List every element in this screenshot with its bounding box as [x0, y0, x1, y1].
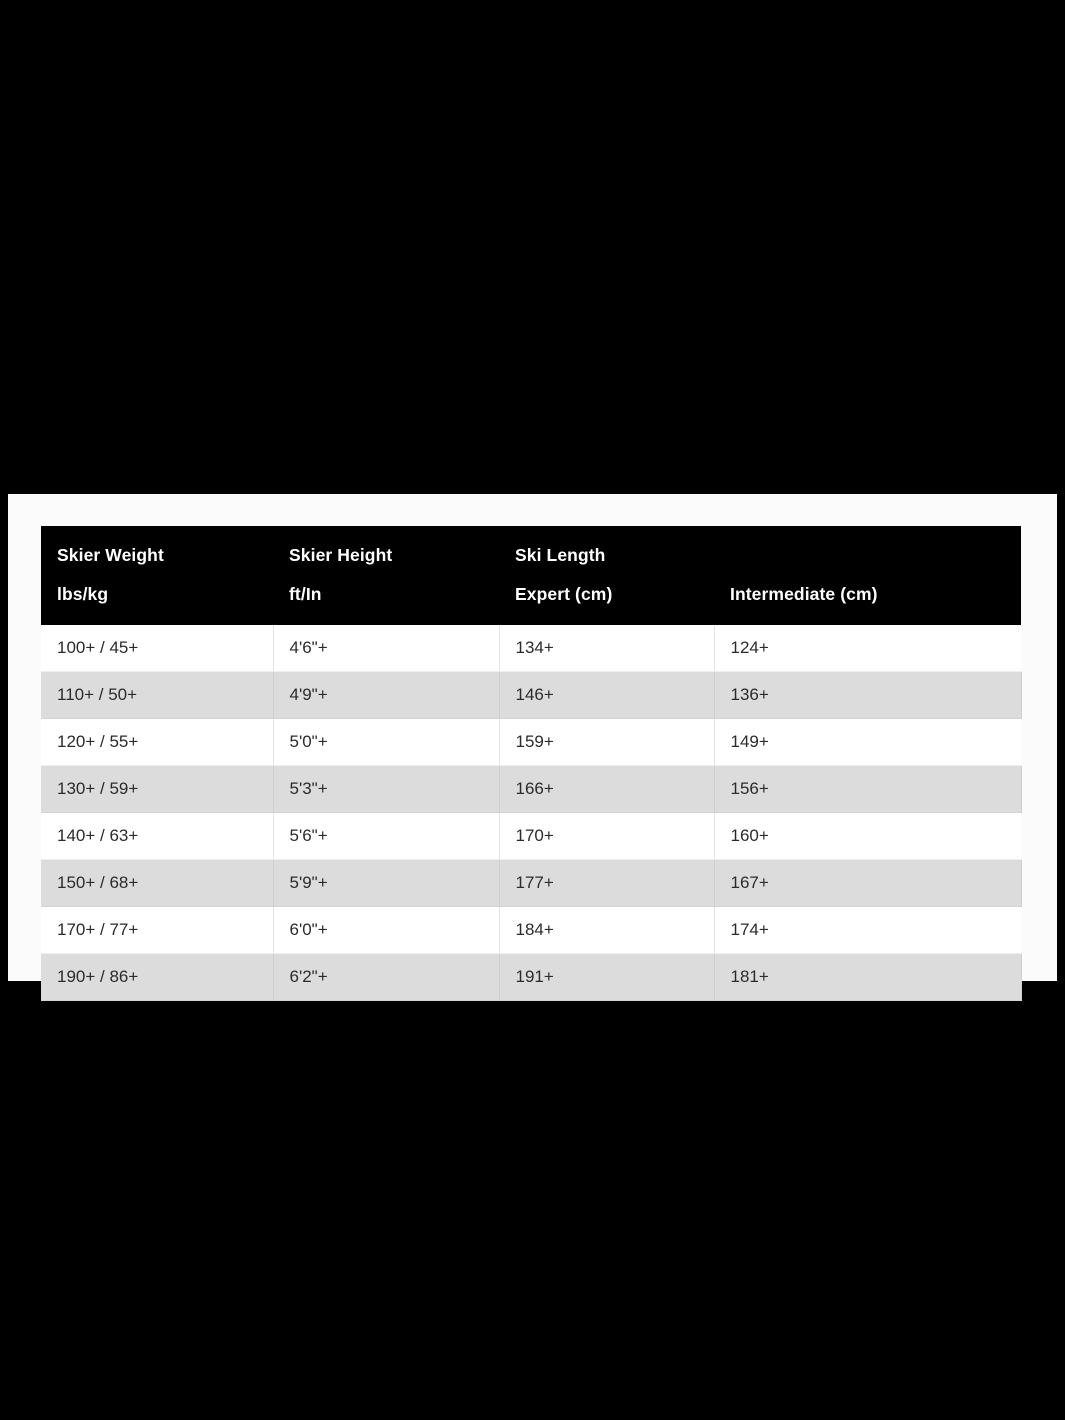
table-row — [41, 860, 1021, 907]
column-subheader-weight-units: lbs/kg — [57, 584, 109, 604]
cell-skier-weight: 190+ / 86+ — [41, 954, 273, 1001]
cell-intermediate-length: 181+ — [714, 954, 1021, 1001]
cell-expert-length: 191+ — [499, 954, 714, 1001]
cell-skier-height: 5'3"+ — [273, 766, 499, 813]
cell-expert-length: 184+ — [499, 907, 714, 954]
table-row — [41, 625, 1021, 672]
column-header-ski-length: Ski Length — [515, 545, 606, 565]
cell-skier-weight: 110+ / 50+ — [41, 672, 273, 719]
table-row — [41, 672, 1021, 719]
size-chart-card — [8, 494, 1057, 986]
cell-skier-height: 5'9"+ — [273, 860, 499, 907]
table-row — [41, 954, 1021, 1001]
cell-skier-height: 5'0"+ — [273, 719, 499, 766]
table-header — [41, 526, 1021, 625]
column-header-skier-weight: Skier Weight — [57, 545, 164, 565]
cell-intermediate-length: 167+ — [714, 860, 1021, 907]
column-subheader-expert: Expert (cm) — [515, 584, 613, 604]
cell-expert-length: 170+ — [499, 813, 714, 860]
cell-intermediate-length: 149+ — [714, 719, 1021, 766]
cell-expert-length: 177+ — [499, 860, 714, 907]
cell-expert-length: 146+ — [499, 672, 714, 719]
cell-intermediate-length: 160+ — [714, 813, 1021, 860]
table-header-row-secondary — [41, 575, 1021, 625]
table-row — [41, 766, 1021, 813]
cell-skier-height: 4'6"+ — [273, 625, 499, 672]
cell-intermediate-length: 136+ — [714, 672, 1021, 719]
table-row — [41, 719, 1021, 766]
cell-skier-weight: 170+ / 77+ — [41, 907, 273, 954]
cell-skier-weight: 150+ / 68+ — [41, 860, 273, 907]
cell-skier-weight: 140+ / 63+ — [41, 813, 273, 860]
cell-skier-weight: 130+ / 59+ — [41, 766, 273, 813]
size-chart-table-wrapper — [41, 526, 1021, 1001]
cell-intermediate-length: 156+ — [714, 766, 1021, 813]
table-row — [41, 813, 1021, 860]
ski-size-chart-table — [41, 526, 1022, 1001]
cell-intermediate-length: 174+ — [714, 907, 1021, 954]
column-header-ski-length-spacer — [714, 526, 1021, 575]
column-subheader-height-units: ft/In — [289, 584, 322, 604]
column-header-skier-height: Skier Height — [289, 545, 393, 565]
column-subheader-intermediate: Intermediate (cm) — [730, 584, 878, 604]
cell-skier-height: 4'9"+ — [273, 672, 499, 719]
cell-skier-weight: 120+ / 55+ — [41, 719, 273, 766]
cell-skier-height: 6'0"+ — [273, 907, 499, 954]
cell-expert-length: 159+ — [499, 719, 714, 766]
cell-skier-weight: 100+ / 45+ — [41, 625, 273, 672]
cell-expert-length: 166+ — [499, 766, 714, 813]
cell-skier-height: 6'2"+ — [273, 954, 499, 1001]
table-row — [41, 907, 1021, 954]
table-header-row-primary — [41, 526, 1021, 575]
cell-skier-height: 5'6"+ — [273, 813, 499, 860]
cell-expert-length: 134+ — [499, 625, 714, 672]
table-body — [41, 625, 1021, 1001]
cell-intermediate-length: 124+ — [714, 625, 1021, 672]
